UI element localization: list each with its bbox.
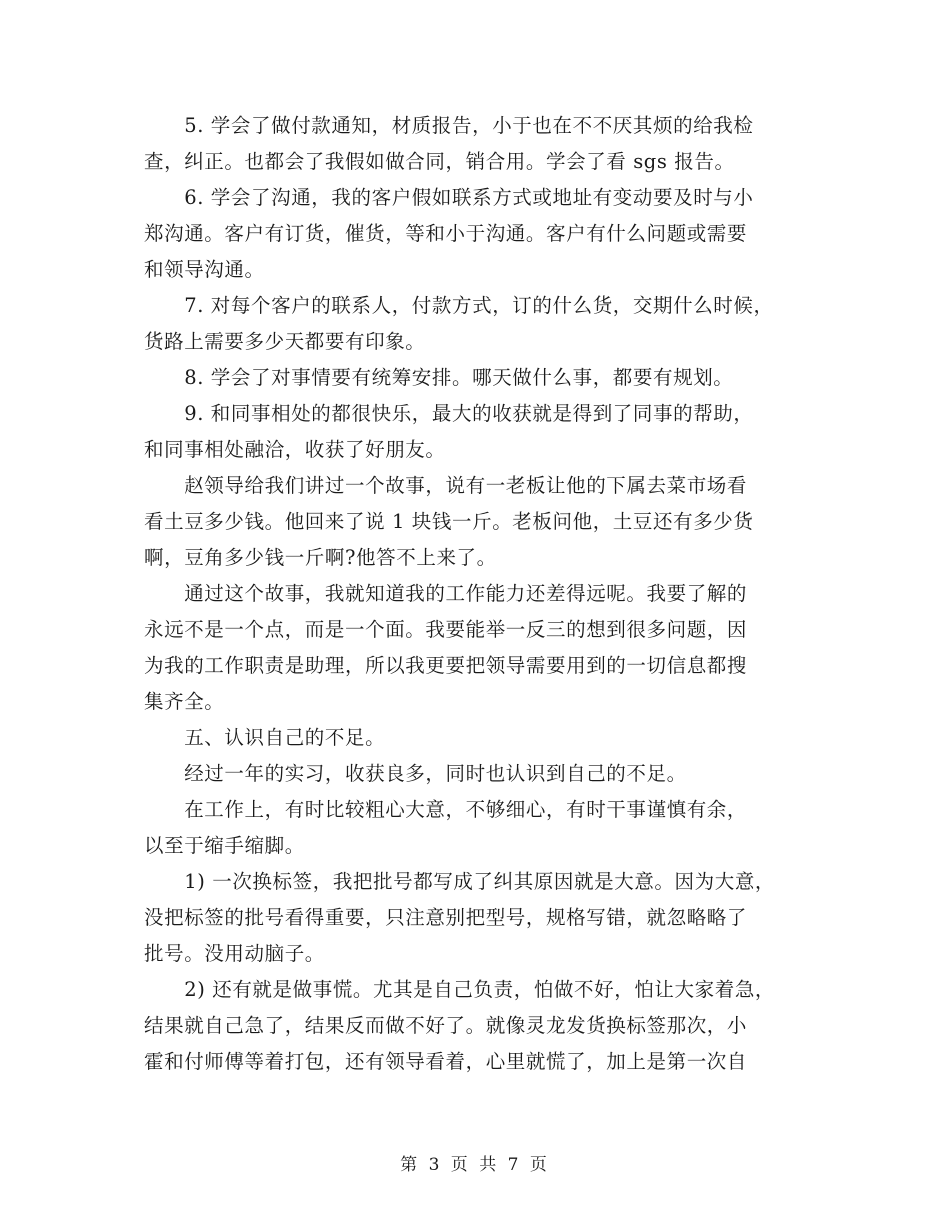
text-line: 结果就自己急了，结果反而做不好了。就像灵龙发货换标签那次，小 xyxy=(144,1014,748,1037)
text-line: 没把标签的批号看得重要，只注意别把型号，规格写错，就忽略略了 xyxy=(144,906,748,929)
paragraph-item-8 xyxy=(144,360,808,396)
paragraph-item-7 xyxy=(144,288,808,360)
paragraph-item-5 xyxy=(144,108,808,180)
text-line: 6. 学会了沟通，我的客户假如联系方式或地址有变动要及时与小 xyxy=(144,186,754,209)
paragraph-item-9 xyxy=(144,396,808,468)
paragraph-item-6 xyxy=(144,180,808,288)
paragraph-summary xyxy=(144,756,808,792)
text-line: 8. 学会了对事情要有统筹安排。哪天做什么事，都要有规划。 xyxy=(144,366,734,389)
text-line: 五、认识自己的不足。 xyxy=(144,726,386,749)
text-line: 批号。没用动脑子。 xyxy=(144,942,325,965)
text-line: 看土豆多少钱。他回来了说 1 块钱一斤。老板问他，土豆还有多少货 xyxy=(144,510,754,533)
text-line: 以至于缩手缩脚。 xyxy=(144,834,305,857)
paragraph-point-2 xyxy=(144,972,808,1080)
text-line: 霍和付师傅等着打包，还有领导看着，心里就慌了，加上是第一次自 xyxy=(144,1050,748,1073)
text-line: 1) 一次换标签，我把批号都写成了纠其原因就是大意。因为大意， xyxy=(144,870,776,893)
text-line: 集齐全。 xyxy=(144,690,225,713)
text-line: 和同事相处融洽，收获了好朋友。 xyxy=(144,438,446,461)
section-heading-5 xyxy=(144,720,808,756)
text-line: 永远不是一个点，而是一个面。我要能举一反三的想到很多问题，因 xyxy=(144,618,748,641)
text-line: 2) 还有就是做事慌。尤其是自己负责，怕做不好，怕让大家着急， xyxy=(144,978,776,1001)
paragraph-story xyxy=(144,468,808,576)
text-line: 货路上需要多少天都要有印象。 xyxy=(144,330,426,353)
text-line: 为我的工作职责是助理，所以我更要把领导需要用到的一切信息都搜 xyxy=(144,654,748,677)
text-line: 郑沟通。客户有订货，催货，等和小于沟通。客户有什么问题或需要 xyxy=(144,222,748,245)
text-line: 5. 学会了做付款通知，材质报告，小于也在不不厌其烦的给我检 xyxy=(144,114,754,137)
text-line: 查，纠正。也都会了我假如做合同，销合用。学会了看 sgs 报告。 xyxy=(144,150,735,173)
page-number-footer: 第 3 页 共 7 页 xyxy=(400,1155,550,1175)
text-line: 9. 和同事相处的都很快乐，最大的收获就是得到了同事的帮助， xyxy=(144,402,754,425)
paragraph-work-shortcoming xyxy=(144,792,808,864)
text-line: 7. 对每个客户的联系人，付款方式，订的什么货，交期什么时候， xyxy=(144,294,774,317)
text-line: 通过这个故事，我就知道我的工作能力还差得远呢。我要了解的 xyxy=(144,582,748,605)
text-line: 和领导沟通。 xyxy=(144,258,265,281)
paragraph-reflection xyxy=(144,576,808,720)
text-line: 经过一年的实习，收获良多，同时也认识到自己的不足。 xyxy=(144,762,687,785)
document-body xyxy=(144,108,808,1080)
text-line: 在工作上，有时比较粗心大意，不够细心，有时干事谨慎有余， xyxy=(144,798,748,821)
text-line: 啊，豆角多少钱一斤啊?他答不上来了。 xyxy=(144,546,497,569)
text-line: 赵领导给我们讲过一个故事，说有一老板让他的下属去菜市场看 xyxy=(144,474,748,497)
paragraph-point-1 xyxy=(144,864,808,972)
